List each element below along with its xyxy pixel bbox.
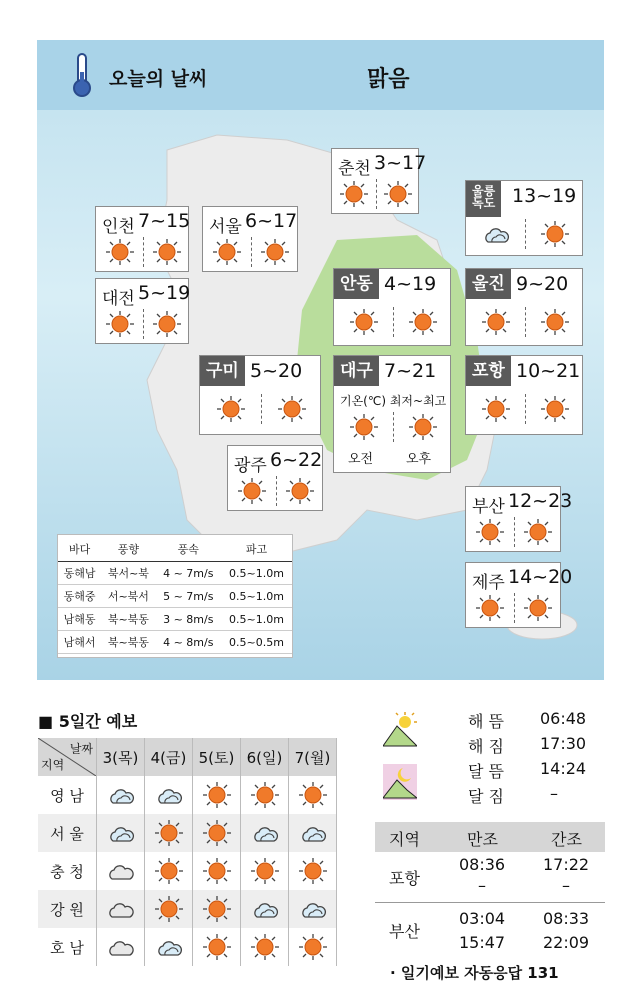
city-temp-range: 12~23 — [508, 490, 573, 512]
forecast-cell — [289, 814, 337, 852]
sea-header: 풍속 — [156, 535, 221, 562]
am-pm-divider — [143, 237, 144, 267]
sea-cell: 4 ~ 8m/s — [156, 631, 221, 654]
city-card-daejeon — [95, 278, 189, 344]
tide-row-busan — [375, 903, 605, 959]
sea-cell: 북서~북 — [101, 562, 155, 585]
forecast-cell — [193, 776, 241, 814]
cloudy-icon — [107, 858, 135, 884]
forecast-region: 호 남 — [38, 928, 97, 966]
sunrise-time: 06:48 — [540, 709, 587, 728]
moonset-label: 달 짐 — [468, 787, 504, 806]
forecast-row — [38, 852, 337, 890]
tide-header-region: 지역 — [389, 830, 420, 849]
sea-row — [58, 608, 292, 631]
sunny-icon — [482, 396, 510, 422]
sea-forecast-table — [57, 534, 293, 658]
city-temp-range: 14~20 — [508, 566, 573, 588]
moonset-time: – — [550, 784, 558, 803]
cloudy-icon — [107, 896, 135, 922]
tide-row-pohang — [375, 852, 605, 903]
city-name: 춘천 — [338, 159, 371, 179]
sunny-icon — [524, 595, 552, 621]
forecast-cell — [289, 776, 337, 814]
city-card-gwangju — [227, 445, 323, 511]
forecast-cell — [289, 890, 337, 928]
moonrise-label: 달 뜸 — [468, 762, 504, 781]
forecast-cell — [97, 776, 145, 814]
forecast-cell — [241, 890, 289, 928]
am-pm-divider — [261, 394, 262, 424]
am-pm-divider — [514, 517, 515, 547]
sea-cell: 동해중 — [58, 585, 101, 608]
corner-date-label: 날짜 — [69, 742, 93, 756]
tide-region: 포항 — [389, 869, 420, 888]
sunny-icon — [203, 858, 231, 884]
tide-header — [375, 822, 605, 852]
sunny-icon — [203, 820, 231, 846]
am-pm-divider — [376, 179, 377, 209]
weather-map-panel — [37, 40, 604, 680]
sunrise-label: 해 뜸 — [468, 712, 504, 731]
tide-high-1: 03:04 — [459, 909, 506, 928]
tide-header-high: 만조 — [467, 830, 498, 849]
forecast-cell — [289, 852, 337, 890]
city-name: 부산 — [472, 497, 505, 517]
sea-row — [58, 585, 292, 608]
forecast-cell — [145, 776, 193, 814]
city-card-daegu — [333, 355, 451, 473]
tide-low-2: – — [562, 876, 570, 895]
sunny-icon — [217, 396, 245, 422]
am-pm-divider — [525, 219, 526, 249]
sunny-icon — [524, 519, 552, 545]
partly-cloudy-icon — [251, 896, 279, 922]
sunny-icon — [251, 934, 279, 960]
forecast-cell — [97, 852, 145, 890]
sea-cell: 0.5~1.0m — [221, 585, 292, 608]
city-temp-range: 6~22 — [270, 449, 323, 471]
city-card-chuncheon — [331, 148, 427, 214]
sunny-icon — [299, 934, 327, 960]
sunny-icon — [409, 309, 437, 335]
forecast-cell — [193, 928, 241, 966]
sunny-icon — [384, 181, 412, 207]
city-name: 울릉 독도 — [466, 181, 501, 217]
partly-cloudy-icon — [482, 221, 510, 247]
city-name: 대전 — [102, 289, 135, 309]
sea-header: 파고 — [221, 535, 292, 562]
am-pm-divider — [525, 394, 526, 424]
moonrise-row — [468, 759, 587, 782]
city-card-andong — [333, 268, 451, 346]
sunny-icon — [541, 309, 569, 335]
sea-cell: 남해서 — [58, 631, 101, 654]
forecast-cell — [145, 928, 193, 966]
sunny-icon — [251, 782, 279, 808]
forecast-day-header: 5(토) — [193, 738, 241, 776]
sunny-icon — [482, 309, 510, 335]
sunny-icon — [541, 396, 569, 422]
sea-cell: 0.5~0.5m — [221, 631, 292, 654]
sea-header: 풍향 — [101, 535, 155, 562]
sunny-icon — [350, 414, 378, 440]
sunny-icon — [261, 239, 289, 265]
city-name: 안동 — [334, 269, 379, 299]
condition-label: 맑음 — [367, 67, 410, 92]
city-card-busan — [465, 486, 573, 552]
partly-cloudy-icon — [251, 820, 279, 846]
forecast-cell — [241, 814, 289, 852]
sunny-icon — [155, 896, 183, 922]
moon-mountain-icon — [383, 764, 417, 800]
sunset-label: 해 짐 — [468, 737, 504, 756]
sunny-icon — [476, 595, 504, 621]
am-pm-divider — [393, 307, 394, 337]
city-temp-range: 5~19 — [138, 282, 191, 304]
forecast-day-header: 7(월) — [289, 738, 337, 776]
city-name: 인천 — [102, 217, 135, 237]
sunny-icon — [106, 311, 134, 337]
forecast-cell — [241, 776, 289, 814]
sunny-icon — [299, 858, 327, 884]
city-temp-range: 3~17 — [374, 152, 427, 174]
sunny-icon — [299, 782, 327, 808]
city-name: 대구 — [334, 356, 379, 386]
forecast-row — [38, 928, 337, 966]
pm-label: 오후 — [406, 452, 432, 467]
sunny-icon — [213, 239, 241, 265]
sunny-icon — [340, 181, 368, 207]
city-name: 광주 — [234, 456, 267, 476]
tide-low-1: 08:33 — [543, 909, 590, 928]
thermometer-icon — [69, 52, 95, 98]
page-title: 오늘의 날씨 — [109, 68, 208, 90]
sea-row — [58, 562, 292, 585]
cloudy-icon — [107, 934, 135, 960]
sunrise-row — [468, 709, 587, 732]
forecast-row — [38, 776, 337, 814]
forecast-region: 강 원 — [38, 890, 97, 928]
sun-mountain-icon — [383, 712, 417, 748]
city-card-ulleung — [465, 180, 583, 256]
forecast-table — [38, 738, 337, 966]
temp-legend: 기온(℃) 최저~최고 — [340, 394, 447, 408]
sea-cell: 0.5~1.0m — [221, 562, 292, 585]
city-temp-range: 9~20 — [516, 273, 569, 295]
forecast-cell — [145, 852, 193, 890]
sunny-icon — [153, 239, 181, 265]
partly-cloudy-icon — [155, 782, 183, 808]
sunny-icon — [251, 858, 279, 884]
sea-cell: 3 ~ 8m/s — [156, 608, 221, 631]
sea-cell: 4 ~ 7m/s — [156, 562, 221, 585]
header-bar — [37, 40, 604, 110]
forecast-cell — [241, 852, 289, 890]
forecast-cell — [145, 814, 193, 852]
am-pm-divider — [514, 593, 515, 623]
city-name: 포항 — [466, 356, 511, 386]
am-pm-divider — [525, 307, 526, 337]
tide-low-2: 22:09 — [543, 933, 590, 952]
city-card-jeju — [465, 562, 573, 628]
tide-table — [375, 822, 605, 959]
footer-auto-response: · 일기예보 자동응답 131 — [390, 964, 559, 982]
am-label: 오전 — [348, 452, 374, 467]
moonrise-time: 14:24 — [540, 759, 587, 778]
sea-cell: 동해남 — [58, 562, 101, 585]
tide-region: 부산 — [389, 922, 420, 941]
city-name: 구미 — [200, 356, 245, 386]
city-card-pohang — [465, 355, 583, 435]
forecast-cell — [97, 814, 145, 852]
partly-cloudy-icon — [299, 820, 327, 846]
tide-high-1: 08:36 — [459, 855, 506, 874]
tide-low-1: 17:22 — [543, 855, 590, 874]
sunny-icon — [350, 309, 378, 335]
forecast-region: 충 청 — [38, 852, 97, 890]
sea-cell: 남해동 — [58, 608, 101, 631]
sunny-icon — [476, 519, 504, 545]
city-temp-range: 6~17 — [245, 210, 298, 232]
tide-high-2: – — [478, 876, 486, 895]
sunset-row — [468, 734, 587, 757]
city-temp-range: 10~21 — [516, 360, 581, 382]
sunny-icon — [106, 239, 134, 265]
forecast-title: ■ 5일간 예보 — [38, 712, 138, 731]
sunny-icon — [409, 414, 437, 440]
sea-cell: 북~북동 — [101, 631, 155, 654]
partly-cloudy-icon — [107, 782, 135, 808]
sunny-icon — [153, 311, 181, 337]
city-name: 제주 — [472, 573, 505, 593]
city-card-seoul — [202, 206, 298, 272]
sea-header: 바다 — [58, 535, 101, 562]
city-name: 서울 — [209, 217, 242, 237]
city-card-incheon — [95, 206, 189, 272]
partly-cloudy-icon — [299, 896, 327, 922]
forecast-cell — [289, 928, 337, 966]
forecast-region: 서 울 — [38, 814, 97, 852]
sunny-icon — [238, 478, 266, 504]
city-card-gumi — [199, 355, 321, 435]
am-pm-divider — [251, 237, 252, 267]
forecast-corner-header — [38, 738, 97, 776]
sea-cell: 북~북동 — [101, 608, 155, 631]
sunny-icon — [541, 221, 569, 247]
sunny-icon — [286, 478, 314, 504]
forecast-cell — [193, 890, 241, 928]
city-temp-range: 4~19 — [384, 273, 437, 295]
city-card-uljin — [465, 268, 583, 346]
forecast-cell — [193, 852, 241, 890]
sunset-time: 17:30 — [540, 734, 587, 753]
sunny-icon — [203, 782, 231, 808]
forecast-row — [38, 814, 337, 852]
tide-header-low: 간조 — [551, 830, 582, 849]
forecast-cell — [97, 890, 145, 928]
city-temp-range: 7~15 — [138, 210, 191, 232]
sea-cell: 서~북서 — [101, 585, 155, 608]
city-temp-range: 7~21 — [384, 360, 437, 382]
city-temp-range: 5~20 — [250, 360, 303, 382]
moonset-row — [468, 784, 558, 807]
sunny-icon — [155, 858, 183, 884]
forecast-day-header: 4(금) — [145, 738, 193, 776]
partly-cloudy-icon — [155, 934, 183, 960]
corner-region-label: 지역 — [41, 758, 65, 772]
city-name: 울진 — [466, 269, 511, 299]
forecast-cell — [193, 814, 241, 852]
sunny-icon — [203, 934, 231, 960]
forecast-cell — [145, 890, 193, 928]
forecast-cell — [97, 928, 145, 966]
forecast-region: 영 남 — [38, 776, 97, 814]
sea-cell: 5 ~ 7m/s — [156, 585, 221, 608]
am-pm-divider — [276, 476, 277, 506]
sea-row — [58, 631, 292, 654]
forecast-cell — [241, 928, 289, 966]
forecast-row — [38, 890, 337, 928]
tide-high-2: 15:47 — [459, 933, 506, 952]
city-temp-range: 13~19 — [512, 185, 577, 207]
forecast-day-header: 6(일) — [241, 738, 289, 776]
sunny-icon — [155, 820, 183, 846]
sunny-icon — [203, 896, 231, 922]
forecast-day-header: 3(목) — [97, 738, 145, 776]
sunny-icon — [278, 396, 306, 422]
partly-cloudy-icon — [107, 820, 135, 846]
am-pm-divider — [393, 412, 394, 442]
am-pm-divider — [143, 309, 144, 339]
sea-cell: 0.5~1.0m — [221, 608, 292, 631]
